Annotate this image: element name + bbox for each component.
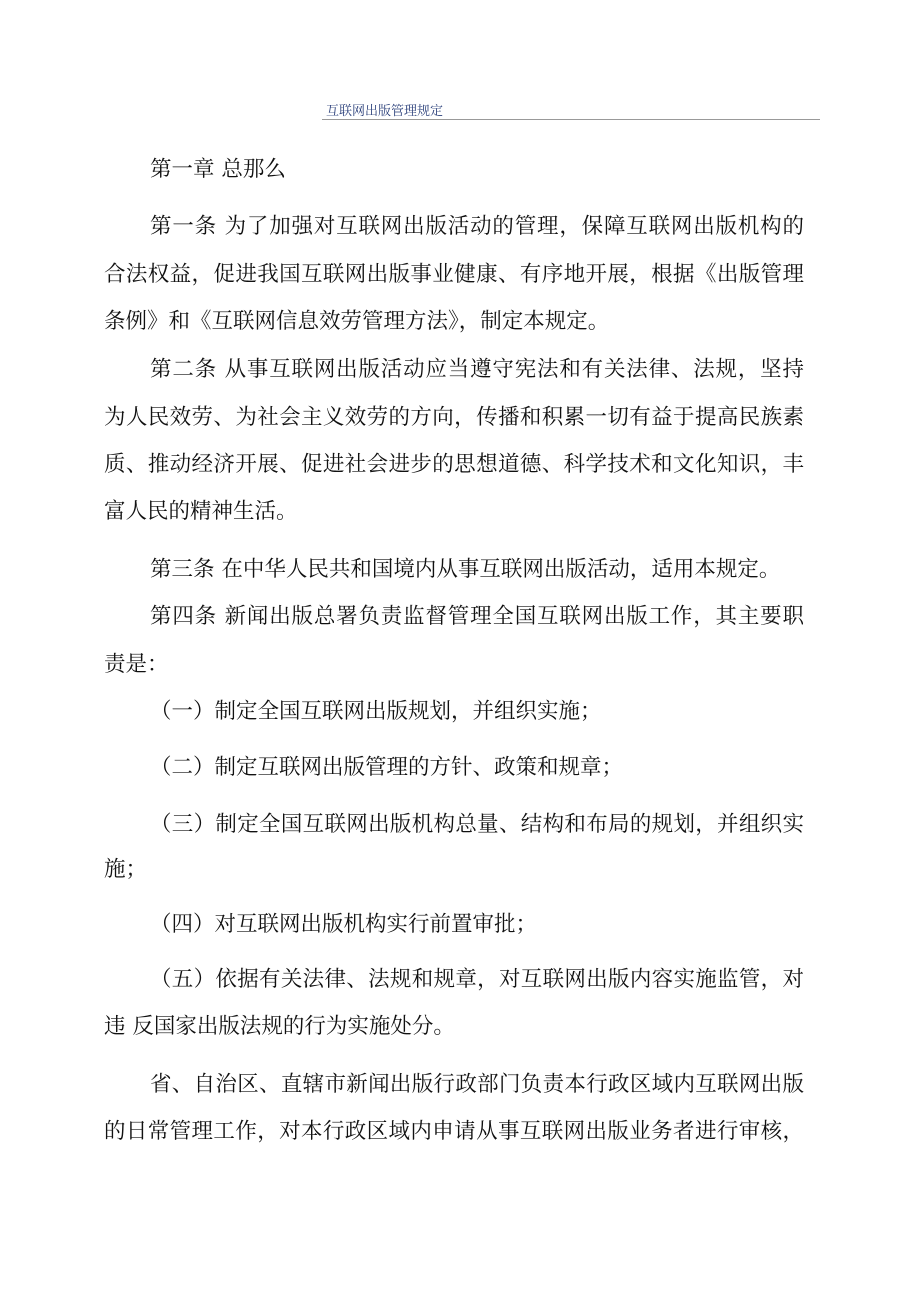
article-2-line: 第二条 从事互联网出版活动应当遵守宪法和有关法律、法规，坚持 xyxy=(150,357,804,382)
list-item-5-cont: 违 反国家出版法规的行为实施处分。 xyxy=(104,1014,455,1039)
chapter-heading: 第一章 总那么 xyxy=(150,157,286,182)
list-item-4: （四）对互联网出版机构实行前置审批； xyxy=(150,912,538,937)
article-1-line: 合法权益，促进我国互联网出版事业健康、有序地开展，根据《出版管理 xyxy=(104,262,804,287)
list-item-3-cont: 施； xyxy=(104,857,148,882)
article-2-line: 富人民的精神生活。 xyxy=(104,499,298,524)
article-2-line: 质、推动经济开展、促进社会进步的思想道德、科学技术和文化知识，丰 xyxy=(104,452,804,477)
provincial-paragraph-line: 省、自治区、直辖市新闻出版行政部门负责本行政区域内互联网出版 xyxy=(150,1072,804,1097)
provincial-paragraph-line: 的日常管理工作，对本行政区域内申请从事互联网出版业务者进行审核， xyxy=(104,1119,804,1144)
running-header-title: 互联网出版管理规定 xyxy=(326,104,444,119)
article-1-line: 第一条 为了加强对互联网出版活动的管理，保障互联网出版机构的 xyxy=(150,214,804,239)
article-2-line: 为人民效劳、为社会主义效劳的方向，传播和积累一切有益于提高民族素 xyxy=(104,405,804,430)
list-item-5: （五）依据有关法律、法规和规章，对互联网出版内容实施监管，对 xyxy=(150,967,804,992)
article-4-line: 责是： xyxy=(104,652,169,677)
article-1-line: 条例》和《互联网信息效劳管理方法》，制定本规定。 xyxy=(104,309,610,334)
header-rule xyxy=(322,119,820,120)
article-4-line: 第四条 新闻出版总署负责监督管理全国互联网出版工作，其主要职 xyxy=(150,604,804,629)
list-item-2: （二）制定互联网出版管理的方针、政策和规章； xyxy=(150,755,624,780)
list-item-1: （一）制定全国互联网出版规划，并组织实施； xyxy=(150,699,602,724)
article-3-line: 第三条 在中华人民共和国境内从事互联网出版活动，适用本规定。 xyxy=(150,557,781,582)
list-item-3: （三）制定全国互联网出版机构总量、结构和布局的规划，并组织实 xyxy=(150,812,804,837)
